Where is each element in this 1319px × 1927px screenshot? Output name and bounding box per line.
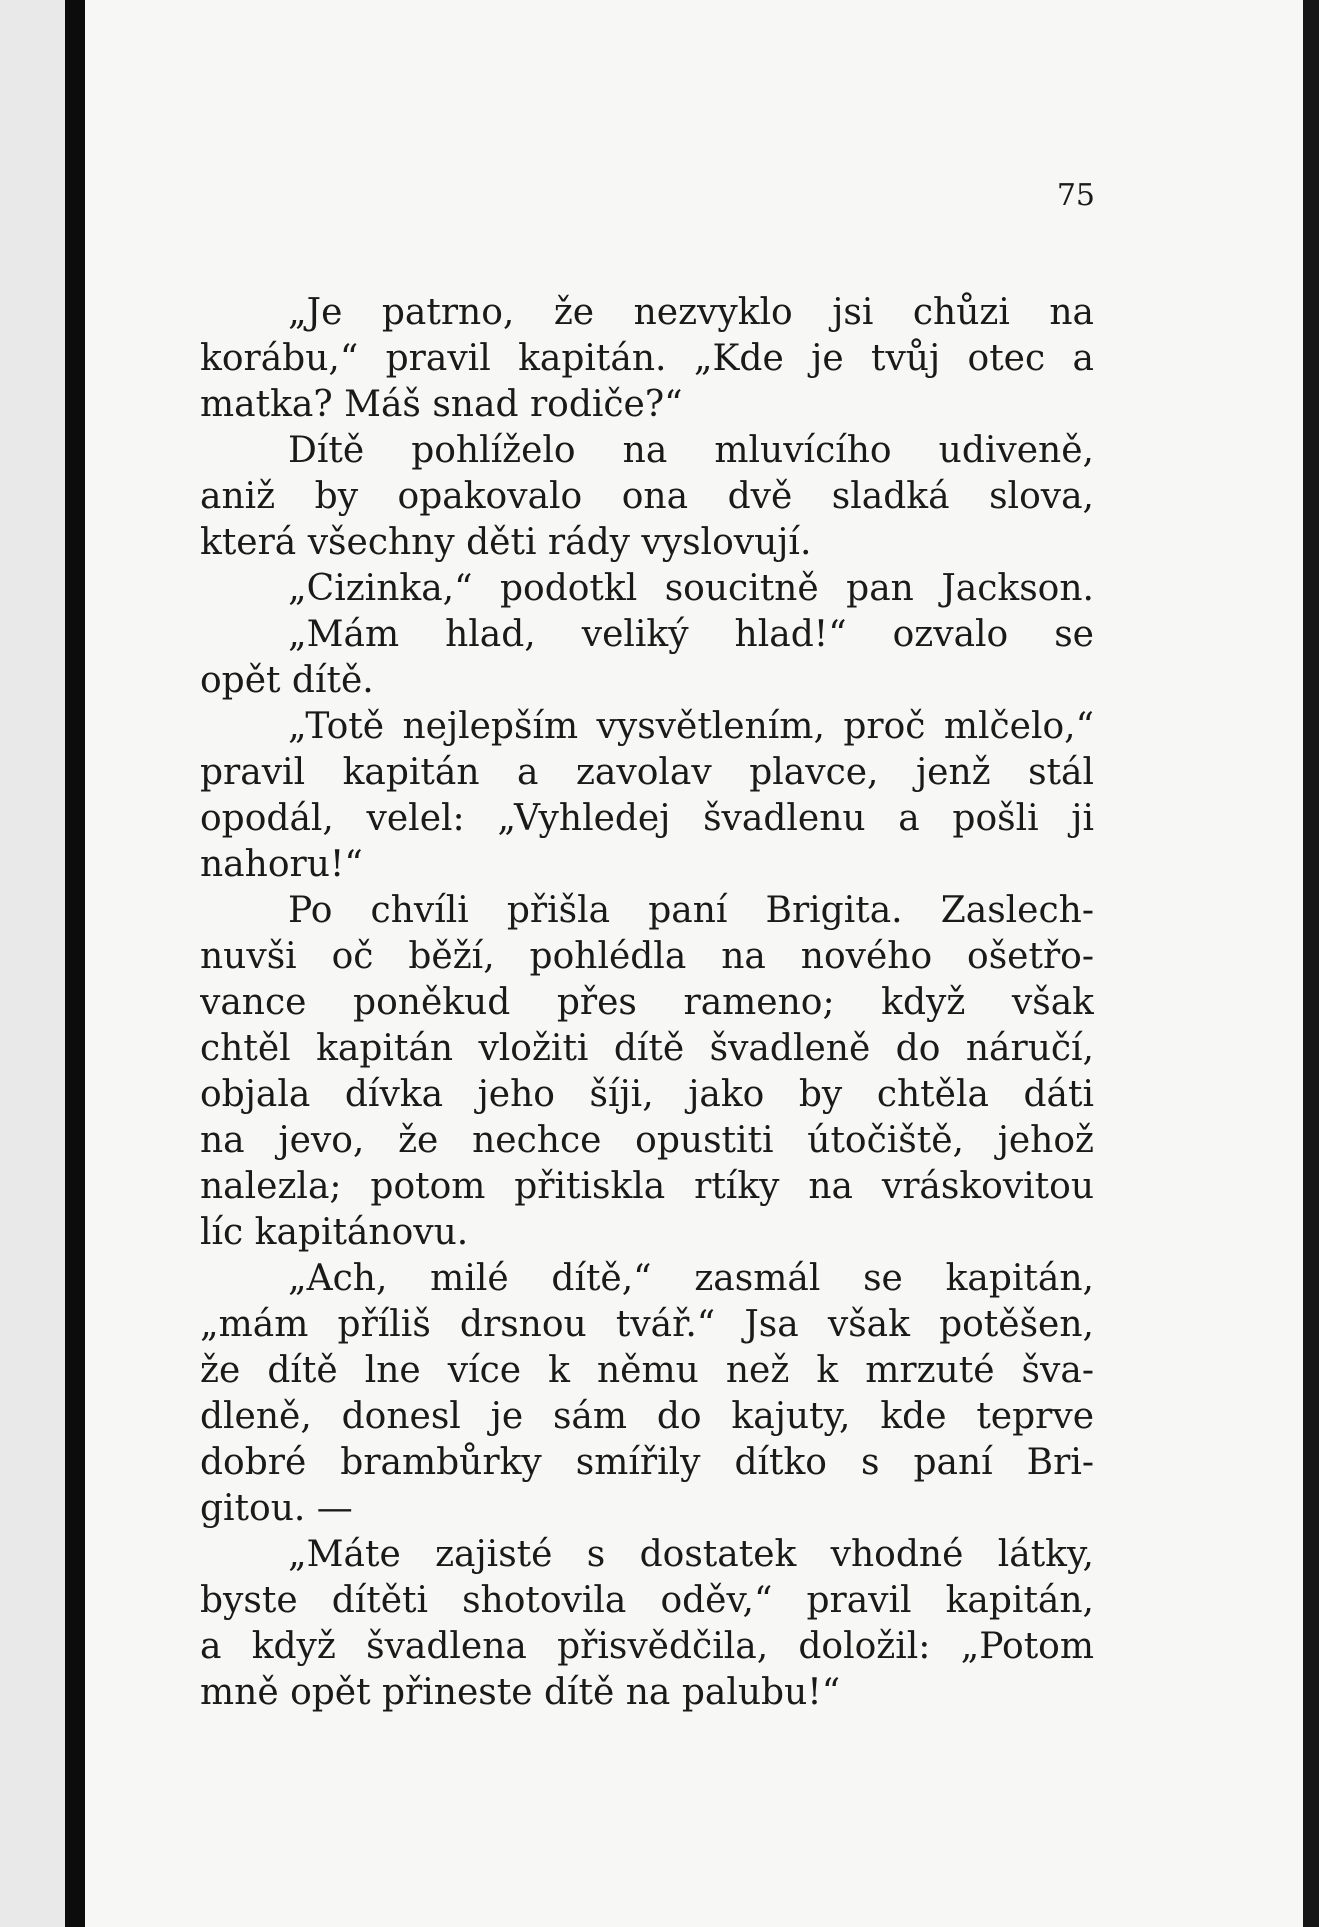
text-line: na jevo, že nechce opustiti útočiště, jehož — [200, 1120, 1094, 1161]
text-line: „Je patrno, že nezvyklo jsi chůzi na — [288, 292, 1094, 333]
text-line: nahoru!“ — [200, 844, 363, 885]
text-line: opět dítě. — [200, 660, 374, 701]
text-line: „Máte zajisté s dostatek vhodné látky, — [288, 1534, 1094, 1575]
text-line: dleně, donesl je sám do kajuty, kde teprve — [200, 1396, 1094, 1437]
text-line: matka? Máš snad rodiče?“ — [200, 384, 683, 425]
text-line: nuvši oč běží, pohlédla na nového ošetřo- — [200, 936, 1094, 977]
text-line: pravil kapitán a zavolav plavce, jenž stál — [200, 752, 1094, 793]
text-line: objala dívka jeho šíji, jako by chtěla dáti — [200, 1074, 1094, 1115]
scan-border — [1303, 0, 1319, 1927]
adjacent-page-edge — [0, 0, 65, 1927]
text-line: dobré brambůrky smířily dítko s paní Bri- — [200, 1442, 1094, 1483]
text-line: která všechny děti rády vyslovují. — [200, 522, 812, 563]
text-line: a když švadlena přisvědčila, doložil: „Potom — [200, 1626, 1094, 1667]
text-line: gitou. — — [200, 1488, 353, 1529]
text-line: líc kapitánovu. — [200, 1212, 469, 1253]
text-line: „Cizinka,“ podotkl soucitně pan Jackson. — [288, 568, 1094, 609]
text-line: aniž by opakovalo ona dvě sladká slova, — [200, 476, 1094, 517]
text-line: „Mám hlad, veliký hlad!“ ozvalo se — [288, 614, 1094, 655]
text-line: že dítě lne více k němu než k mrzuté šva- — [200, 1350, 1094, 1391]
book-gutter — [65, 0, 85, 1927]
text-line: nalezla; potom přitiskla rtíky na vráskovitou — [200, 1166, 1094, 1207]
text-line: „mám příliš drsnou tvář.“ Jsa však potěšen, — [200, 1304, 1094, 1345]
text-line: chtěl kapitán vložiti dítě švadleně do náručí, — [200, 1028, 1094, 1069]
text-line: korábu,“ pravil kapitán. „Kde je tvůj otec a — [200, 338, 1094, 379]
text-line: Dítě pohlíželo na mluvícího udiveně, — [288, 430, 1094, 471]
text-line: opodál, velel: „Vyhledej švadlenu a pošli ji — [200, 798, 1094, 839]
text-line: byste dítěti shotovila oděv,“ pravil kapitán, — [200, 1580, 1094, 1621]
text-line: mně opět přineste dítě na palubu!“ — [200, 1672, 841, 1713]
page-number: 75 — [1056, 178, 1095, 213]
body-text — [200, 290, 1094, 1716]
text-line: vance poněkud přes rameno; když však — [200, 982, 1094, 1023]
text-line: Po chvíli přišla paní Brigita. Zaslech- — [288, 890, 1094, 931]
text-line: „Totě nejlepším vysvětlením, proč mlčelo,“ — [288, 706, 1094, 747]
text-line: „Ach, milé dítě,“ zasmál se kapitán, — [288, 1258, 1094, 1299]
